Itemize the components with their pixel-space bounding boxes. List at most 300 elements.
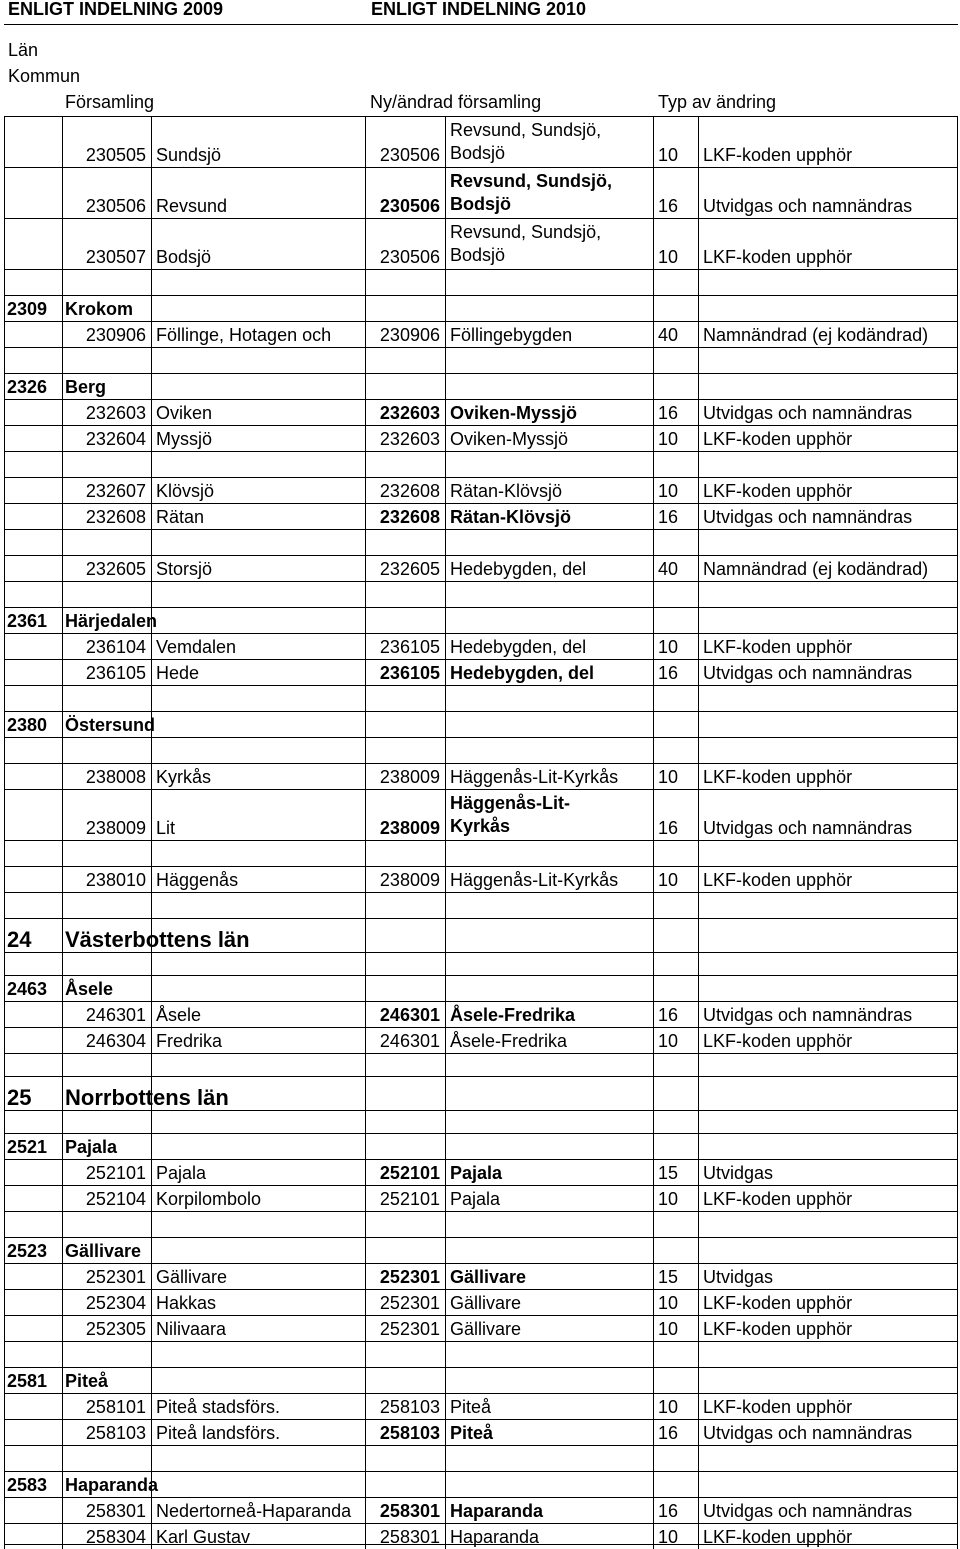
lan-row [0,1076,960,1110]
table-row [0,1263,960,1289]
cell-e [445,1110,653,1133]
cell-g [698,763,958,789]
new-forsamling-code: 258103 [379,1397,440,1417]
cell-f [653,1211,698,1237]
spacer-row [0,529,960,555]
forsamling-name: Gällivare [156,1267,228,1287]
table-row [0,477,960,503]
cell-d [365,1289,445,1315]
cell-e [445,399,653,425]
cell-e [445,295,653,321]
cell-e [445,1471,653,1497]
forsamling-name: Nilivaara [156,1319,227,1339]
cell-d [365,1523,445,1549]
new-forsamling-name: Gällivare [450,1319,522,1339]
cell-b [62,1367,151,1393]
cell-c [151,425,365,451]
cell-a [4,1001,62,1027]
cell-g [698,1393,958,1419]
new-forsamling-code: 246301 [379,1031,440,1051]
cell-c [151,1497,365,1523]
cell-g [698,789,958,840]
cell-g [698,218,958,269]
cell-f [653,399,698,425]
kommun-name: Krokom [65,299,134,319]
cell-d [365,1053,445,1076]
spacer-row [0,1211,960,1237]
cell-b [62,167,151,218]
new-forsamling-name: Föllingebygden [450,325,573,345]
cell-g [698,840,958,866]
typ-code: 10 [658,1189,679,1209]
cell-c [151,1523,365,1549]
lan-code: 24 [7,927,32,952]
forsamling-name: Rätan [156,507,205,527]
cell-f [653,529,698,555]
kommun-code: 2521 [7,1137,48,1157]
cell-f [653,1289,698,1315]
cell-d [365,659,445,685]
cell-g [698,295,958,321]
typ-text: LKF-koden upphör [703,767,853,787]
new-forsamling-name: Haparanda [450,1527,540,1547]
cell-d [365,269,445,295]
cell-f [653,373,698,399]
spacer-row [0,892,960,918]
cell-b [62,1159,151,1185]
cell-g [698,711,958,737]
cell-b [62,295,151,321]
cell-g [698,1367,958,1393]
cell-g [698,607,958,633]
cell-b [62,1523,151,1549]
cell-d [365,633,445,659]
cell-e [445,373,653,399]
cell-e [445,167,653,218]
new-forsamling-code: 238009 [379,767,440,787]
kommun-name: Haparanda [65,1475,159,1495]
top-divider [4,24,958,25]
cell-f [653,1053,698,1076]
new-forsamling-code: 252101 [379,1163,440,1183]
cell-b [62,529,151,555]
cell-g [698,1211,958,1237]
cell-b [62,1133,151,1159]
cell-e [445,975,653,1001]
new-forsamling-name: Häggenås-Lit-Kyrkås [450,870,619,890]
typ-text: Utvidgas och namnändras [703,507,913,527]
cell-a [4,1315,62,1341]
typ-code: 10 [658,767,679,787]
cell-a [4,451,62,477]
cell-g [698,1001,958,1027]
cell-b [62,763,151,789]
typ-text: LKF-koden upphör [703,481,853,501]
cell-e [445,1445,653,1471]
cell-e [445,503,653,529]
cell-e [445,633,653,659]
cell-g [698,1315,958,1341]
cell-a [4,269,62,295]
forsamling-name: Häggenås [156,870,239,890]
cell-c [151,685,365,711]
table-row [0,167,960,218]
cell-e [445,1419,653,1445]
cell-g [698,1027,958,1053]
spacer-row [0,269,960,295]
typ-code: 10 [658,870,679,890]
new-forsamling-name: Pajala [450,1189,501,1209]
cell-g [698,451,958,477]
kommun-row [0,607,960,633]
cell-c [151,269,365,295]
forsamling-code: 238010 [85,870,146,890]
cell-d [365,451,445,477]
cell-b [62,1263,151,1289]
typ-code: 10 [658,429,679,449]
new-forsamling-code: 230506 [379,196,440,216]
forsamling-code: 230507 [85,247,146,267]
cell-a [4,1133,62,1159]
cell-a [4,116,62,167]
lan-code: 25 [7,1085,32,1110]
typ-text: Utvidgas och namnändras [703,818,913,838]
cell-b [62,116,151,167]
cell-a [4,1523,62,1549]
typ-text: LKF-koden upphör [703,870,853,890]
cell-e [445,347,653,373]
cell-g [698,1523,958,1549]
cell-g [698,269,958,295]
cell-a [4,1263,62,1289]
cell-a [4,295,62,321]
cell-c [151,1471,365,1497]
cell-f [653,269,698,295]
cell-g [698,952,958,975]
cell-c [151,1076,365,1110]
typ-text: Utvidgas och namnändras [703,196,913,216]
forsamling-name: Åsele [156,1005,202,1025]
cell-d [365,425,445,451]
cell-d [365,347,445,373]
cell-g [698,1076,958,1110]
table-row [0,425,960,451]
typ-text: LKF-koden upphör [703,1527,853,1547]
forsamling-name: Hede [156,663,200,683]
table-row [0,1419,960,1445]
bottom-divider [4,1544,958,1545]
cell-b [62,1289,151,1315]
cell-b [62,659,151,685]
cell-c [151,116,365,167]
cell-d [365,1237,445,1263]
new-forsamling-code: 252301 [379,1293,440,1313]
cell-a [4,952,62,975]
table-row [0,555,960,581]
cell-d [365,763,445,789]
cell-d [365,581,445,607]
cell-g [698,1445,958,1471]
forsamling-name: Piteå stadsförs. [156,1397,281,1417]
cell-e [445,1237,653,1263]
new-forsamling-name: Gällivare [450,1267,527,1287]
cell-b [62,1497,151,1523]
cell-f [653,1076,698,1110]
cell-a [4,1110,62,1133]
spacer-row [0,952,960,975]
typ-text: LKF-koden upphör [703,1189,853,1209]
cell-d [365,555,445,581]
new-forsamling-code: 252101 [379,1189,440,1209]
cell-a [4,347,62,373]
forsamling-name: Fredrika [156,1031,223,1051]
forsamling-code: 252305 [85,1319,146,1339]
cell-b [62,918,250,952]
cell-e [445,1289,653,1315]
table-row [0,321,960,347]
cell-a [4,737,62,763]
cell-a [4,892,62,918]
cell-d [365,789,445,840]
cell-f [653,789,698,840]
cell-b [62,1027,151,1053]
cell-g [698,1133,958,1159]
new-forsamling-name: Haparanda [450,1501,544,1521]
cell-c [151,295,365,321]
title-2009: ENLIGT INDELNING 2009 [8,0,224,19]
cell-d [365,1159,445,1185]
cell-g [698,633,958,659]
cell-g [698,1289,958,1315]
cell-d [365,373,445,399]
forsamling-name: Piteå landsförs. [156,1423,281,1443]
typ-code: 16 [658,818,679,838]
cell-g [698,555,958,581]
cell-b [62,425,151,451]
cell-e [445,952,653,975]
cell-b [62,1211,151,1237]
cell-c [151,167,365,218]
cell-e [445,1367,653,1393]
kommun-code: 2581 [7,1371,48,1391]
cell-f [653,116,698,167]
cell-d [365,1263,445,1289]
table-row [0,1027,960,1053]
cell-d [365,975,445,1001]
new-forsamling-code: 232603 [379,403,440,423]
forsamling-name: Storsjö [156,559,213,579]
cell-c [151,1341,365,1367]
spacer-row [0,1053,960,1076]
table-row [0,763,960,789]
table-row [0,1289,960,1315]
cell-g [698,503,958,529]
cell-b [62,975,151,1001]
cell-f [653,1419,698,1445]
typ-text: LKF-koden upphör [703,1031,853,1051]
cell-a [4,425,62,451]
cell-a [4,1419,62,1445]
cell-a [4,1367,62,1393]
cell-g [698,347,958,373]
typ-text: Utvidgas och namnändras [703,1423,913,1443]
cell-e [445,1497,653,1523]
cell-d [365,840,445,866]
cell-c [151,451,365,477]
typ-code: 40 [658,325,679,345]
cell-e [445,1263,653,1289]
cell-f [653,1110,698,1133]
cell-g [698,167,958,218]
cell-e [445,477,653,503]
cell-d [365,477,445,503]
lan-name: Norrbottens län [65,1085,229,1110]
cell-a [4,167,62,218]
cell-f [653,633,698,659]
cell-c [151,1263,365,1289]
cell-g [698,975,958,1001]
cell-g [698,1419,958,1445]
new-forsamling-name: Häggenås-Lit-Kyrkås [450,767,619,787]
new-forsamling-name: Rätan-Klövsjö [450,507,572,527]
typ-code: 10 [658,145,679,165]
new-forsamling-name: Revsund, Sundsjö, Bodsjö [450,222,602,265]
cell-a [4,633,62,659]
cell-a [4,1027,62,1053]
cell-b [62,373,151,399]
cell-e [445,581,653,607]
lan-name: Västerbottens län [65,927,250,952]
typ-text: LKF-koden upphör [703,145,853,165]
cell-d [365,529,445,555]
cell-e [445,1523,653,1549]
cell-b [62,840,151,866]
new-forsamling-name: Piteå [450,1397,492,1417]
typ-text: Utvidgas [703,1163,774,1183]
cell-c [151,952,365,975]
cell-c [151,1419,365,1445]
new-forsamling-name: Revsund, Sundsjö, Bodsjö [450,120,602,163]
cell-d [365,1341,445,1367]
cell-b [62,1445,151,1471]
cell-g [698,529,958,555]
cell-f [653,1027,698,1053]
spacer-row [0,737,960,763]
new-forsamling-code: 230506 [379,145,440,165]
new-forsamling-name: Hedebygden, del [450,559,587,579]
typ-text: Utvidgas och namnändras [703,1501,913,1521]
cell-f [653,451,698,477]
cell-a [4,218,62,269]
typ-code: 10 [658,247,679,267]
cell-f [653,711,698,737]
cell-e [445,321,653,347]
cell-b [62,789,151,840]
cell-d [365,503,445,529]
cell-e [445,685,653,711]
table-row [0,1497,960,1523]
cell-c [151,399,365,425]
new-forsamling-code: 238009 [379,818,440,838]
forsamling-name: Korpilombolo [156,1189,262,1209]
cell-d [365,218,445,269]
cell-c [151,347,365,373]
cell-a [4,1185,62,1211]
cell-e [445,711,653,737]
typ-code: 16 [658,1005,679,1025]
cell-c [151,840,365,866]
cell-a [4,503,62,529]
forsamling-code: 238009 [85,818,146,838]
header-kommun: Kommun [8,66,81,86]
forsamling-name: Revsund [156,196,228,216]
cell-f [653,581,698,607]
new-forsamling-code: 246301 [379,1005,440,1025]
cell-c [151,1027,365,1053]
kommun-name: Härjedalen [65,611,158,631]
table-row [0,116,960,167]
cell-c [151,1110,365,1133]
cell-f [653,503,698,529]
cell-c [151,1133,365,1159]
cell-d [365,1315,445,1341]
cell-c [151,975,365,1001]
cell-c [151,1289,365,1315]
typ-code: 10 [658,1319,679,1339]
cell-d [365,1076,445,1110]
kommun-code: 2309 [7,299,48,319]
cell-f [653,737,698,763]
cell-g [698,1263,958,1289]
table-row [0,1315,960,1341]
typ-code: 15 [658,1163,679,1183]
cell-d [365,866,445,892]
cell-c [151,218,365,269]
cell-e [445,1393,653,1419]
cell-g [698,1471,958,1497]
new-forsamling-name: Åsele-Fredrika [450,1031,568,1051]
cell-d [365,295,445,321]
kommun-row [0,1367,960,1393]
cell-c [151,529,365,555]
kommun-code: 2361 [7,611,48,631]
cell-a [4,477,62,503]
cell-g [698,866,958,892]
typ-code: 15 [658,1267,679,1287]
header-forsamling: Församling [65,92,155,112]
cell-d [365,1027,445,1053]
new-forsamling-name: Piteå [450,1423,494,1443]
new-forsamling-code: 236105 [379,637,440,657]
cell-g [698,892,958,918]
cell-b [62,1237,151,1263]
kommun-row [0,295,960,321]
cell-e [445,1027,653,1053]
cell-c [151,659,365,685]
cell-g [698,1053,958,1076]
cell-b [62,1471,159,1497]
cell-a [4,581,62,607]
new-forsamling-name: Revsund, Sundsjö, Bodsjö [450,171,613,214]
new-forsamling-code: 252301 [379,1267,440,1287]
cell-f [653,477,698,503]
table-row [0,1159,960,1185]
cell-b [62,607,158,633]
kommun-name: Pajala [65,1137,118,1157]
typ-text: LKF-koden upphör [703,1397,853,1417]
cell-f [653,1393,698,1419]
cell-g [698,1237,958,1263]
